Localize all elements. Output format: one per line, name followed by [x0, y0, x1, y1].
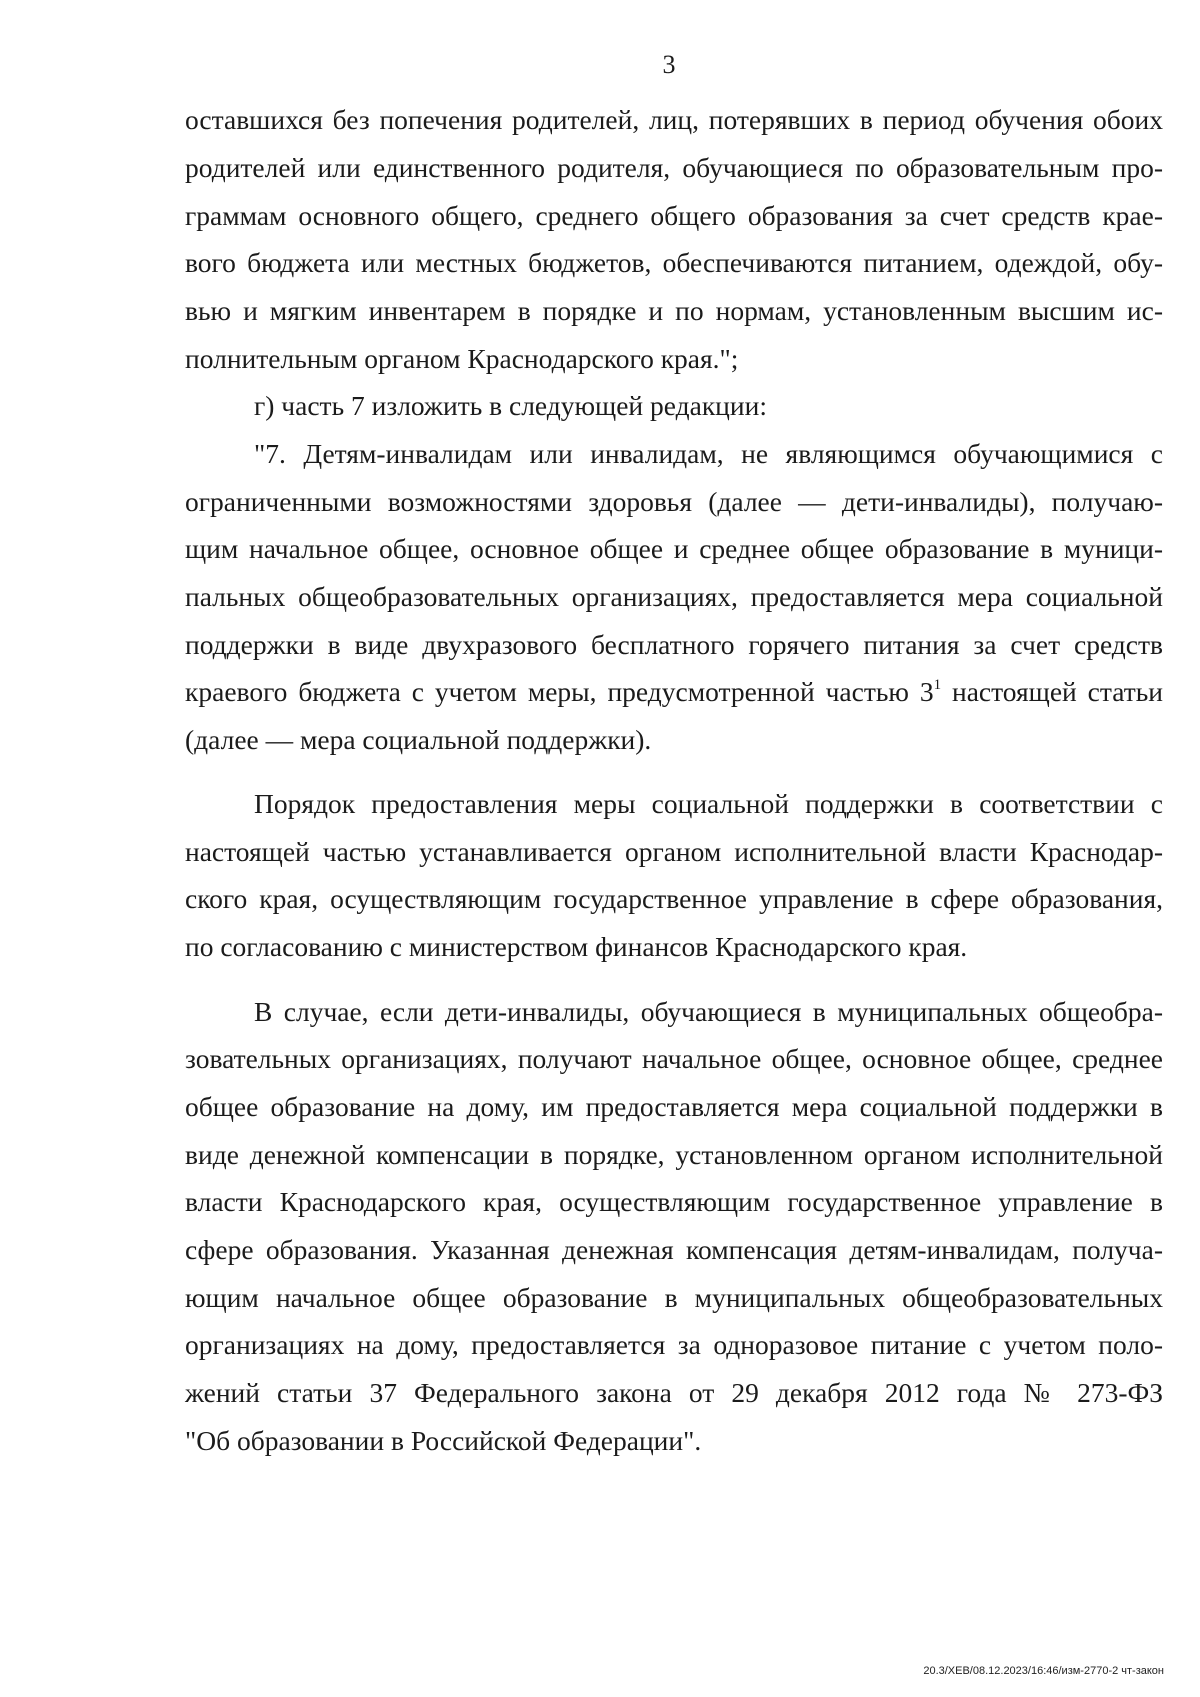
- text-line: "7. Детям-инвалидам или инвалидам, не являющимся обучающимися с: [254, 438, 1163, 469]
- text-line: по согласованию с министерством финансов Краснодарского края.: [185, 931, 968, 962]
- text-line: пальных общеобразовательных организациях, предоставляется мера социальной: [185, 581, 1163, 612]
- text-fragment: настоящей статьи: [941, 676, 1163, 707]
- text-line: ющим начальное общее образование в муниципальных общеобразовательных: [185, 1282, 1163, 1313]
- text-line: ограниченными возможностями здоровья (далее — дети-инвалиды), получаю-: [185, 486, 1163, 517]
- text-line: сфере образования. Указанная денежная компенсация детям-инвалидам, получа-: [185, 1234, 1163, 1265]
- page-number: 3: [662, 50, 676, 79]
- text-line: Порядок предоставления меры социальной поддержки в соответствии с: [254, 788, 1163, 819]
- text-line: жений статьи 37 Федерального закона от 29 декабря 2012 года № 273-ФЗ: [185, 1377, 1163, 1408]
- text-line: вью и мягким инвентарем в порядке и по нормам, установленным высшим ис-: [185, 295, 1163, 326]
- text-line: щим начальное общее, основное общее и среднее общее образование в муници-: [185, 533, 1163, 564]
- text-line: "Об образовании в Российской Федерации".: [185, 1425, 702, 1456]
- text-line: В случае, если дети-инвалиды, обучающиеся в муниципальных общеобра-: [254, 996, 1163, 1027]
- text-line-with-superscript: [185, 672, 1163, 712]
- text-line: полнительным органом Краснодарского края.";: [185, 343, 739, 374]
- text-line: общее образование на дому, им предоставляется мера социальной поддержки в: [185, 1091, 1163, 1122]
- text-line: родителей или единственного родителя, обучающиеся по образовательным про-: [185, 152, 1163, 183]
- text-line: ского края, осуществляющим государственное управление в сфере образования,: [185, 883, 1163, 914]
- text-line: (далее — мера социальной поддержки).: [185, 724, 652, 755]
- text-line: виде денежной компенсации в порядке, установленном органом исполнительной: [185, 1139, 1163, 1170]
- text-line: г) часть 7 изложить в следующей редакции:: [254, 390, 767, 421]
- text-line: зовательных организациях, получают начальное общее, основное общее, среднее: [185, 1043, 1163, 1074]
- text-line: вого бюджета или местных бюджетов, обеспечиваются питанием, одеждой, обу-: [185, 247, 1163, 278]
- text-line: организациях на дому, предоставляется за одноразовое питание с учетом поло-: [185, 1329, 1163, 1360]
- text-line: поддержки в виде двухразового бесплатного горячего питания за счет средств: [185, 629, 1163, 660]
- text-line: граммам основного общего, среднего общего образования за счет средств крае-: [185, 200, 1163, 231]
- text-line: оставшихся без попечения родителей, лиц, потерявших в период обучения обоих: [185, 104, 1163, 135]
- text-fragment: краевого бюджета с учетом меры, предусмотренной частью 3: [185, 676, 934, 707]
- text-line: настоящей частью устанавливается органом исполнительной власти Краснодар-: [185, 836, 1163, 867]
- superscript: 1: [933, 677, 942, 693]
- document-footer-code: 20.3/ХЕВ/08.12.2023/16:46/изм-2770-2 чт-закон: [923, 1665, 1164, 1677]
- text-line: власти Краснодарского края, осуществляющим государственное управление в: [185, 1186, 1163, 1217]
